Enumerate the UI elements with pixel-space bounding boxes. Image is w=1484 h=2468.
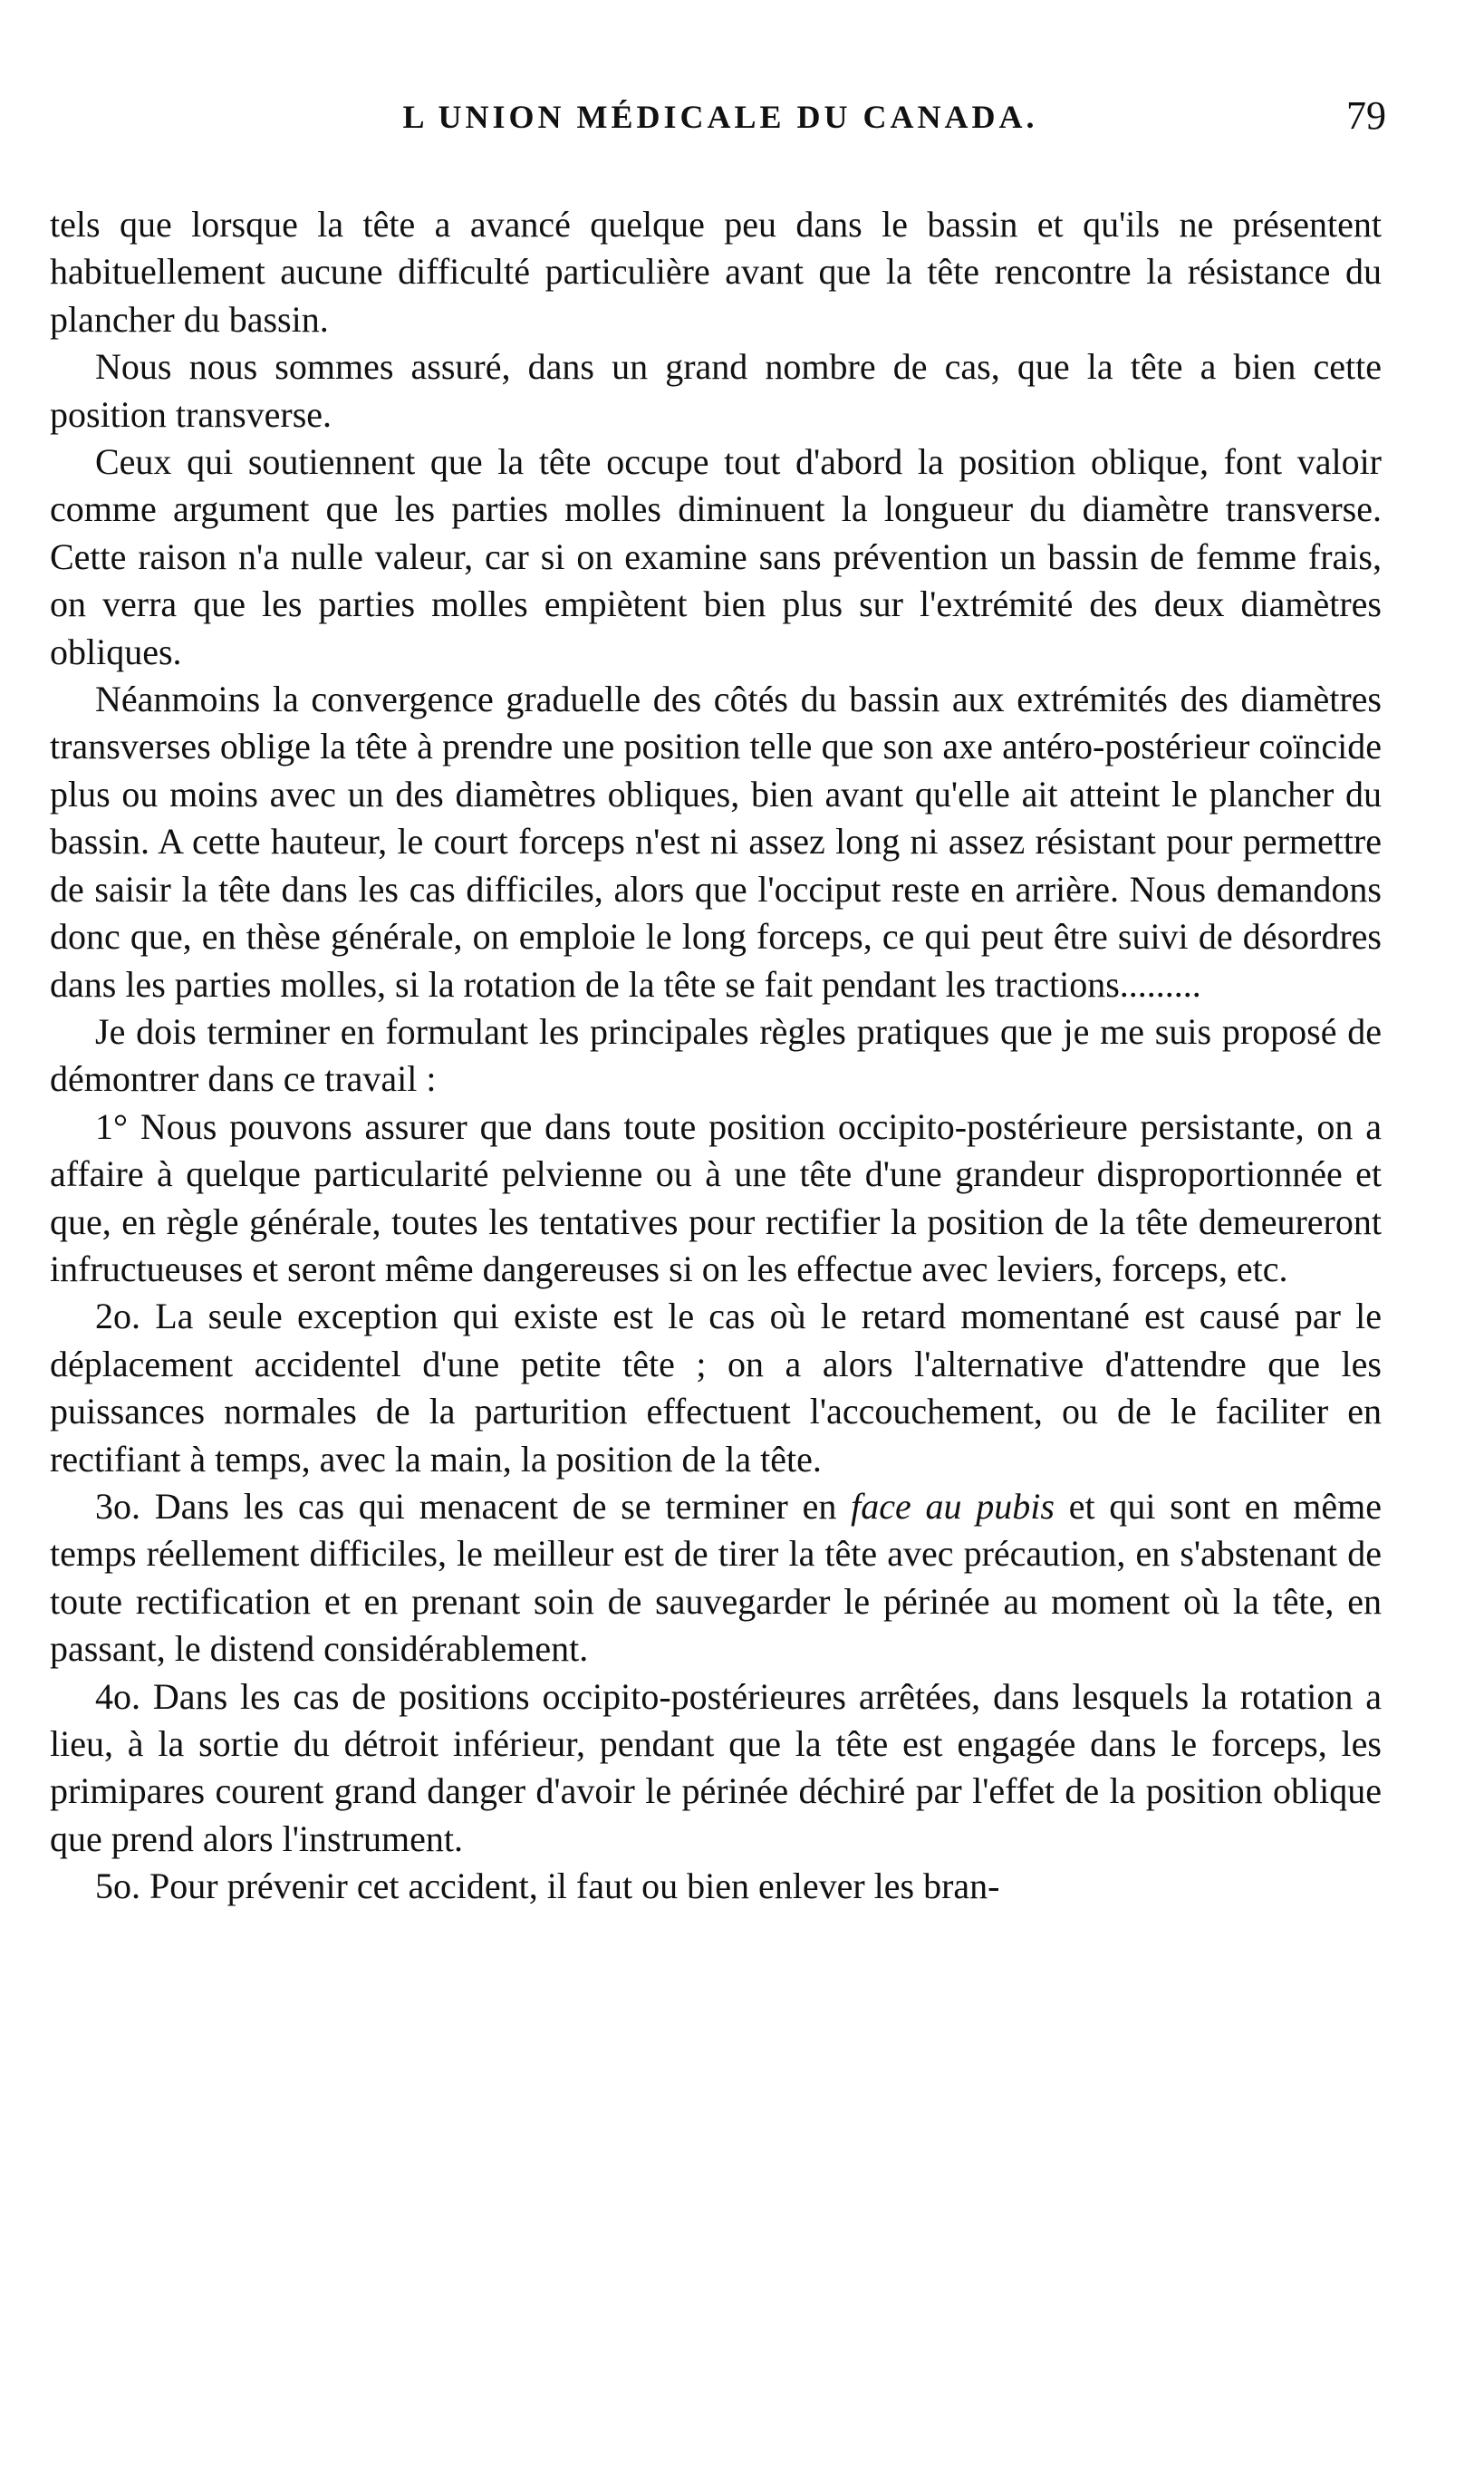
paragraph-oblique-argument: Ceux qui soutiennent que la tête occupe tout d'abord la position oblique, font valoir comme argument que les parties molles diminuent la longueur du diamètre transverse. Cette raison n'a nulle valeur, car si on examine sans prévention un bassin de femme frais, on verra que les parties molles empiètent bien plus sur l'extrémité des deux diamètres obliques. — [50, 441, 1382, 672]
body-text — [50, 201, 1382, 1911]
paragraph-rule-5: 5o. Pour prévenir cet accident, il faut ou bien enlever les bran- — [95, 1865, 1000, 1907]
paragraph-convergence: Néanmoins la convergence graduelle des côtés du bassin aux extrémités des diamètres transverses oblige la tête à prendre une position telle que son axe antéro-postérieur coïncide plus ou moins avec un des diamètres obliques, bien avant qu'elle ait atteint le plancher du bassin. A cette hauteur, le court forceps n'est ni assez long ni assez résistant pour permettre de saisir la tête dans les cas difficiles, alors que l'occiput reste en arrière. Nous demandons donc que, en thèse générale, on emploie le long forceps, ce qui peut être suivi de désordres dans les parties molles, si la rotation de la tête se fait pendant les tractions......... — [50, 679, 1382, 1005]
rule-3-emphasis: face au pubis — [851, 1485, 1055, 1527]
paragraph-rule-2: 2o. La seule exception qui existe est le cas où le retard momentané est causé par le déplacement accidentel d'une petite tête ; on a alors l'alternative d'attendre que les puissances normales de la parturition effectuent l'accouchement, ou de le faciliter en rectifiant à temps, avec la main, la position de la tête. — [50, 1296, 1382, 1480]
paragraph-rules-intro: Je dois terminer en formulant les principales règles pratiques que je me suis proposé de démontrer dans ce travail : — [50, 1010, 1382, 1100]
rule-3-start: 3o. Dans les cas qui menacent de se terminer en — [95, 1485, 852, 1527]
running-title: L UNION MÉDICALE DU CANADA. — [402, 99, 1038, 135]
paragraph-rule-4: 4o. Dans les cas de positions occipito-postérieures arrêtées, dans lesquels la rotation a lieu, à la sortie du détroit inférieur, pendant que la tête est engagée dans le forceps, les primipares courent grand danger d'avoir le périnée déchiré par l'effet de la position oblique que prend alors l'instrument. — [50, 1675, 1382, 1859]
page-header — [54, 93, 1386, 152]
paragraph-rule-1: 1° Nous pouvons assurer que dans toute position occipito-postérieure persistante, on a affaire à quelque particularité pelvienne ou à une tête d'une grandeur disproportionnée et que, en règle générale, toutes les tentatives pour rectifier la position de la tête demeureront infructueuses et seront même dangereuses si on les effectue avec leviers, forceps, etc. — [50, 1105, 1382, 1289]
paragraph-continuation: tels que lorsque la tête a avancé quelque peu dans le bassin et qu'ils ne présentent habituellement aucune difficulté particulière avant que la tête rencontre la résistance du plancher du bassin. — [50, 204, 1382, 340]
paragraph-transverse-position: Nous nous sommes assuré, dans un grand nombre de cas, que la tête a bien cette position transverse. — [50, 346, 1382, 435]
page-number: 79 — [1346, 93, 1386, 138]
rule-3-end: et qui sont en même temps réellement difficiles, le meilleur est de tirer la tête avec précaution, en s'abstenant de toute rectification et en prenant soin de sauvegarder le périnée au moment où la tête, en passant, le distend considérablement. — [50, 1485, 1382, 1670]
paragraph-rule-3 — [50, 1483, 1382, 1673]
